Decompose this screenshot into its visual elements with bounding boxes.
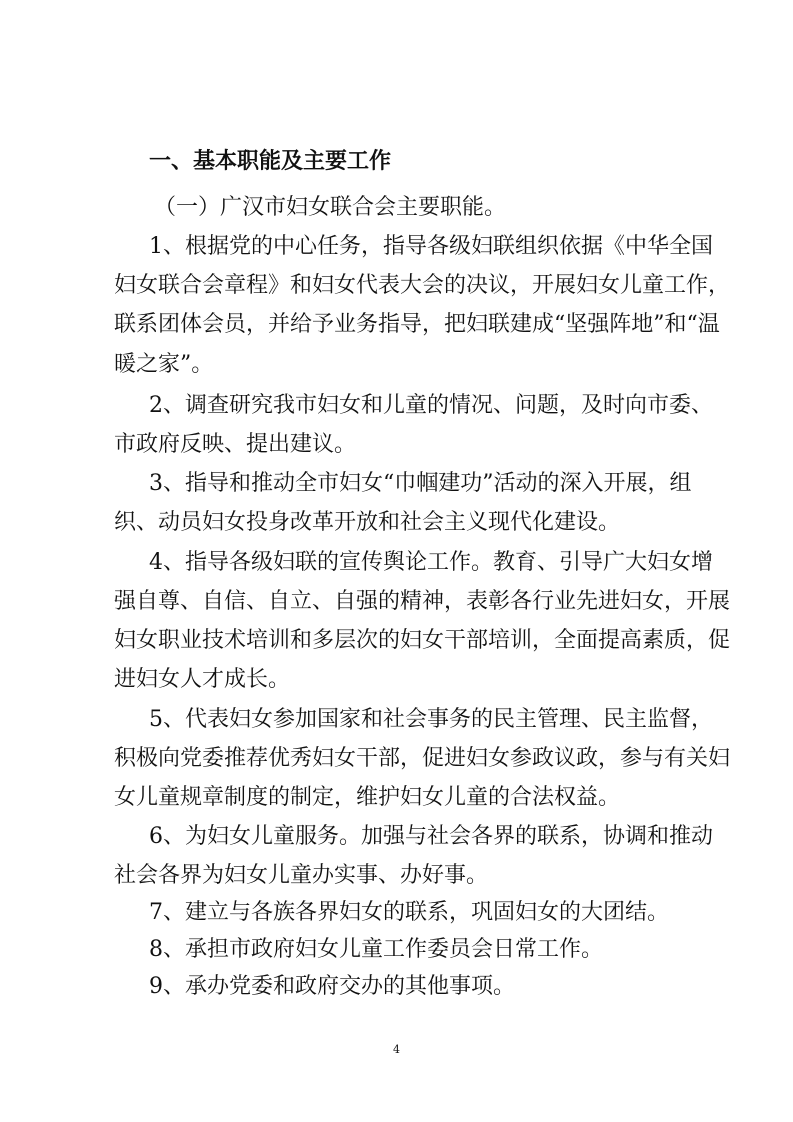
paragraph-9-line-1: 9、承办党委和政府交办的其他事项。 — [149, 974, 515, 999]
page-number: 4 — [393, 1043, 400, 1056]
paragraph-1-line-4: 暖之家”。 — [114, 352, 214, 377]
paragraph-1-line-2: 妇女联合会章程》和妇女代表大会的决议，开展妇女儿童工作， — [114, 273, 731, 298]
paragraph-4-line-1: 4、指导各级妇联的宣传舆论工作。教育、引导广大妇女增 — [149, 550, 713, 575]
paragraph-4-line-4: 进妇女人才成长。 — [114, 667, 291, 692]
paragraph-2-line-1: 2、调查研究我市妇女和儿童的情况、问题，及时向市委、 — [149, 393, 713, 418]
paragraph-5-line-3: 女儿童规章制度的制定，维护妇女儿童的合法权益。 — [114, 785, 621, 810]
paragraph-6-line-1: 6、为妇女儿童服务。加强与社会各界的联系，协调和推动 — [149, 824, 713, 849]
paragraph-4-line-3: 妇女职业技术培训和多层次的妇女干部培训，全面提高素质，促 — [114, 628, 731, 653]
paragraph-1-line-3: 联系团体会员，并给予业务指导，把妇联建成“坚强阵地”和“温 — [114, 312, 720, 337]
paragraph-5-line-2: 积极向党委推荐优秀妇女干部，促进妇女参政议政，参与有关妇 — [114, 746, 731, 771]
paragraph-6-line-2: 社会各界为妇女儿童办实事、办好事。 — [114, 863, 489, 888]
paragraph-8-line-1: 8、承担市政府妇女儿童工作委员会日常工作。 — [149, 937, 603, 962]
paragraph-4-line-2: 强自尊、自信、自立、自强的精神，表彰各行业先进妇女，开展 — [114, 589, 731, 614]
paragraph-1-line-1: 1、根据党的中心任务，指导各级妇联组织依据《中华全国 — [149, 234, 713, 259]
paragraph-7-line-1: 7、建立与各族各界妇女的联系，巩固妇女的大团结。 — [149, 900, 669, 925]
paragraph-3-line-1: 3、指导和推动全市妇女“巾帼建功”活动的深入开展，组 — [149, 471, 692, 496]
paragraph-2-line-2: 市政府反映、提出建议。 — [114, 432, 357, 457]
section-heading: 一、基本职能及主要工作 — [149, 149, 392, 174]
subsection-heading: （一）广汉市妇女联合会主要职能。 — [154, 195, 507, 220]
paragraph-3-line-2: 织、动员妇女投身改革开放和社会主义现代化建设。 — [114, 510, 621, 535]
paragraph-5-line-1: 5、代表妇女参加国家和社会事务的民主管理、民主监督， — [149, 707, 713, 732]
